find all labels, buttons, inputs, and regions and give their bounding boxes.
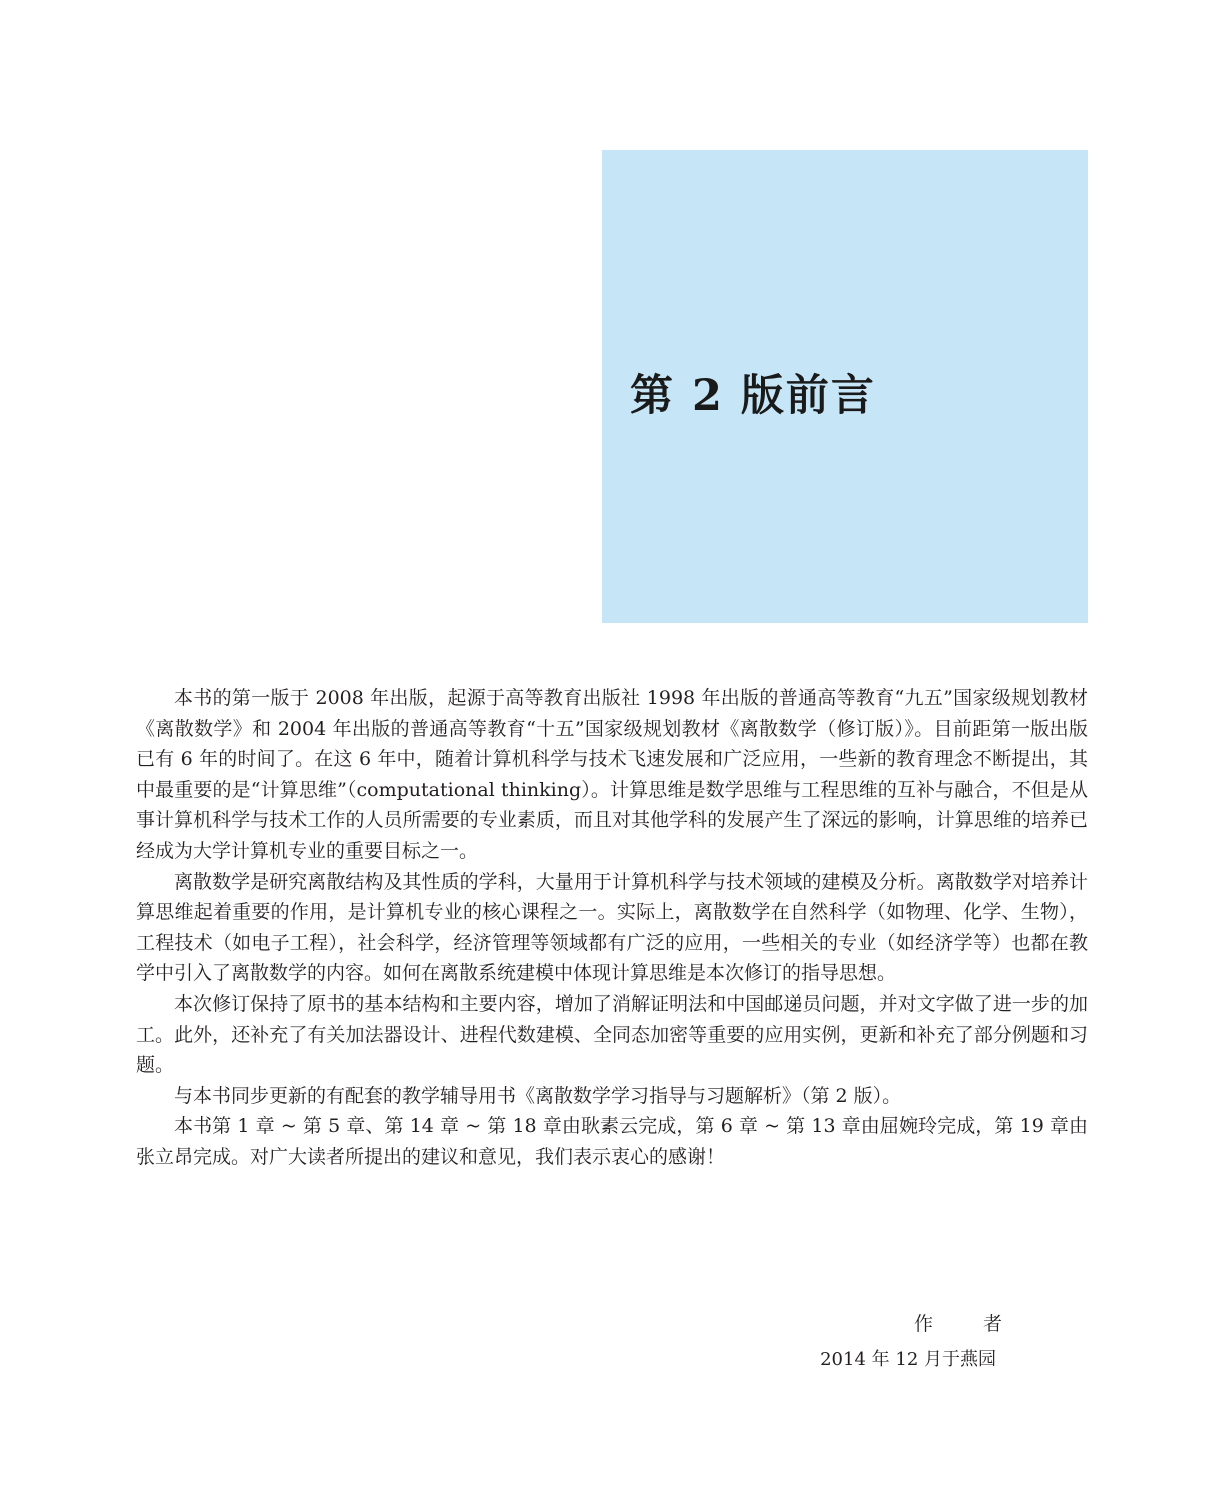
signature-author: 作 者 — [913, 1313, 1024, 1335]
page-title: 第 2 版前言 — [630, 371, 876, 421]
signature-block — [820, 1306, 1042, 1378]
paragraph-5: 本书第 1 章 ~ 第 5 章、第 14 章 ~ 第 18 章由耿素云完成，第 6 章 ~ 第 13 章由屈婉玲完成，第 19 章由张立昂完成。对广大读者所提出的建议和意见，我们表示衷心的感谢！ — [136, 1115, 1088, 1168]
paragraph-2: 离散数学是研究离散结构及其性质的学科，大量用于计算机科学与技术领域的建模及分析。离散数学对培养计算思维起着重要的作用，是计算机专业的核心课程之一。实际上，离散数学在自然科学（如物理、化学、生物），工程技术（如电子工程），社会科学，经济管理等领域都有广泛的应用，一些相关的专业（如经济学等）也都在教学中引入了离散数学的内容。如何在离散系统建模中体现计算思维是本次修订的指导思想。 — [136, 870, 1088, 985]
signature-date: 2014 年 12 月于燕园 — [820, 1349, 996, 1370]
title-block — [602, 150, 1088, 623]
preface-body — [136, 683, 1088, 1173]
paragraph-1: 本书的第一版于 2008 年出版，起源于高等教育出版社 1998 年出版的普通高等教育“九五”国家级规划教材《离散数学》和 2004 年出版的普通高等教育“十五”国家级规划教材《离散数学（修订版）》。目前距第一版出版已有 6 年的时间了。在这 6 年中，随着计算机科学与技术飞速发展和广泛应用，一些新的教育理念不断提出，其中最重要的是“计算思维”（computational thinking）。计算思维是数学思维与工程思维的互补与融合，不但是从事计算机科学与技术工作的人员所需要的专业素质，而且对其他学科的发展产生了深远的影响，计算思维的培养已经成为大学计算机专业的重要目标之一。 — [136, 687, 1088, 862]
paragraph-4: 与本书同步更新的有配套的教学辅导用书《离散数学学习指导与习题解析》（第 2 版）。 — [174, 1084, 902, 1107]
paragraph-3: 本次修订保持了原书的基本结构和主要内容，增加了消解证明法和中国邮递员问题，并对文字做了进一步的加工。此外，还补充了有关加法器设计、进程代数建模、全同态加密等重要的应用实例，更新和补充了部分例题和习题。 — [136, 992, 1088, 1077]
